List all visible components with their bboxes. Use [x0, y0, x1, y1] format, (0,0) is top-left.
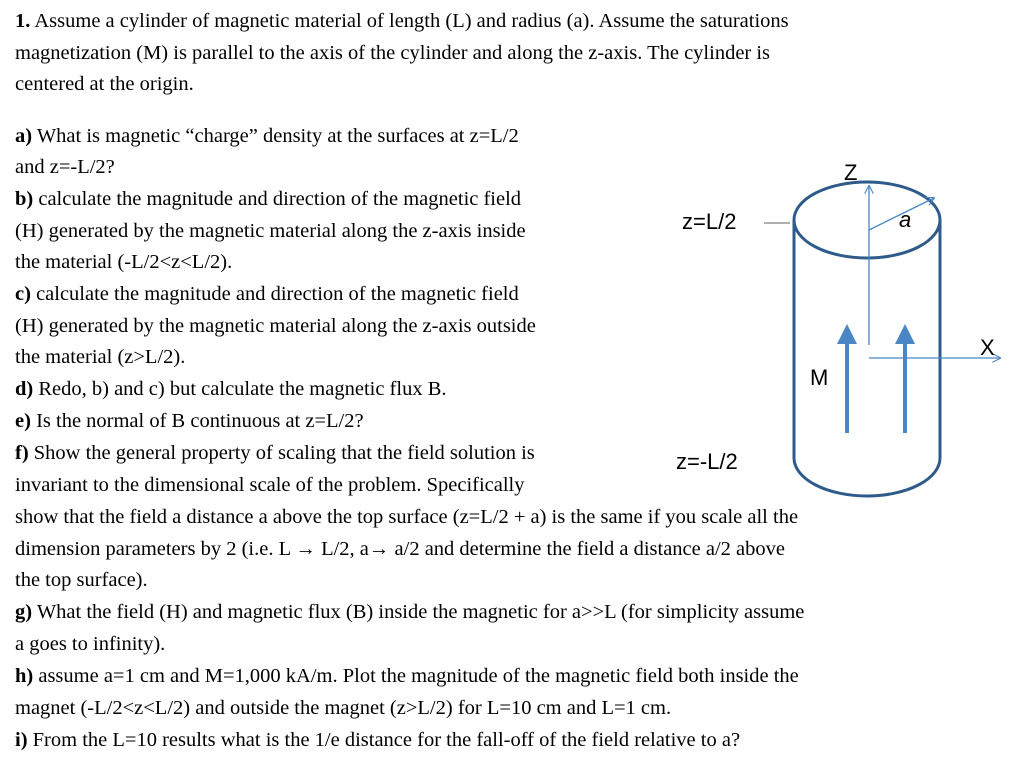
part-c-line-2: (H) generated by the magnetic material along the z-axis outside — [15, 315, 536, 337]
part-f-line-4: dimension parameters by 2 (i.e. L → L/2, a→ a/2 and determine the field a distance a/2 above — [15, 538, 786, 560]
top-surface-label: z=L/2 — [682, 209, 737, 234]
part-b-line-3: the material (-L/2<z<L/2). — [15, 251, 233, 273]
part-f-line-2: invariant to the dimensional scale of the problem. Specifically — [15, 474, 525, 496]
part-h-line-2: magnet (-L/2<z<L/2) and outside the magnet (z>L/2) for L=10 cm and L=1 cm. — [15, 697, 672, 719]
part-f-line-5: the top surface). — [15, 569, 148, 591]
problem-intro-line-2: magnetization (M) is parallel to the axis of the cylinder and along the z-axis. The cylinder is — [15, 42, 771, 64]
part-h-line-1: h) assume a=1 cm and M=1,000 kA/m. Plot the magnitude of the magnetic field both inside the — [15, 665, 799, 687]
part-a-line-1: a) What is magnetic “charge” density at the surfaces at z=L/2 — [15, 125, 519, 147]
problem-number: 1. — [15, 10, 31, 32]
magnetization-label: M — [810, 365, 829, 390]
part-e-line-1: e) Is the normal of B continuous at z=L/2? — [15, 410, 364, 432]
part-c-line-1: c) calculate the magnitude and direction of the magnetic field — [15, 283, 519, 305]
part-b-line-2: (H) generated by the magnetic material along the z-axis inside — [15, 220, 526, 242]
part-c-line-3: the material (z>L/2). — [15, 346, 186, 368]
part-d-line-1: d) Redo, b) and c) but calculate the magnetic flux B. — [15, 378, 447, 400]
part-i-line-1: i) From the L=10 results what is the 1/e distance for the fall-off of the field relative to a? — [15, 729, 741, 751]
part-f-line-1: f) Show the general property of scaling that the field solution is — [15, 442, 535, 464]
part-b-line-1: b) calculate the magnitude and direction of the magnetic field — [15, 188, 522, 210]
radius-label: a — [899, 207, 912, 232]
cylinder-top-ellipse — [794, 182, 940, 258]
bottom-surface-label: z=-L/2 — [676, 449, 738, 474]
problem-intro-line-1: 1. Assume a cylinder of magnetic material of length (L) and radius (a). Assume the saturations — [15, 10, 789, 32]
part-f-line-3: show that the field a distance a above the top surface (z=L/2 + a) is the same if you scale all the — [15, 506, 799, 528]
problem-intro-line-3: centered at the origin. — [15, 73, 194, 95]
z-axis-label: Z — [844, 160, 858, 185]
part-a-line-2: and z=-L/2? — [15, 156, 115, 178]
part-g-line-1: g) What the field (H) and magnetic flux (B) inside the magnetic for a>>L (for simplicity assume — [15, 601, 805, 623]
part-g-line-2: a goes to infinity). — [15, 633, 166, 655]
x-axis-label: X — [980, 335, 995, 360]
